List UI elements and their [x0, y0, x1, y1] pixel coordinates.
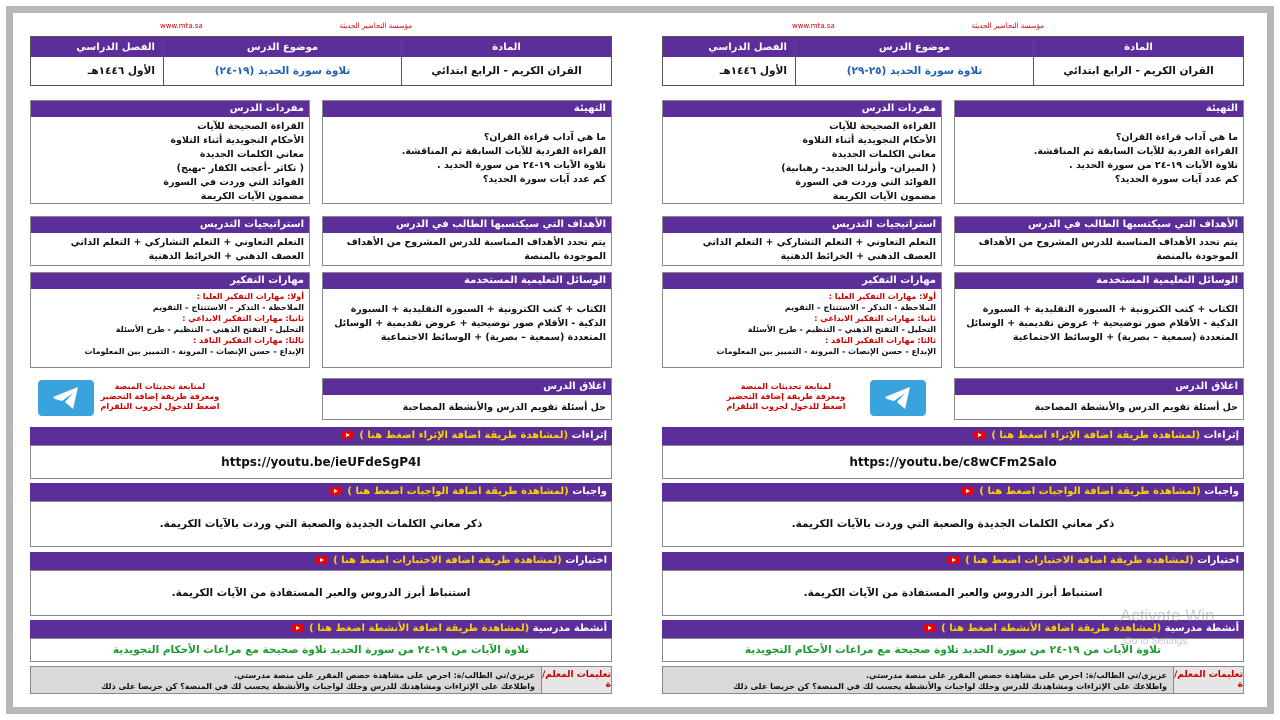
lesson-sheet-2 [662, 22, 1244, 693]
promo-line: ومعرفة طريقة إضافة التحضير [100, 392, 220, 401]
vocab-line: الفوائد التي وردت في السورة [163, 177, 304, 188]
closing-title: اغلاق الدرس [955, 379, 1243, 395]
vocab-line: ( تكاثر -أعجب الكفار -بهيج) [176, 163, 304, 174]
youtube-icon[interactable] [948, 556, 959, 564]
warmup-box [322, 100, 612, 204]
thinking-line: الملاحظة - التذكر – الاستنتاج – التقويم [784, 303, 936, 312]
closing-text: حل أسئلة تقويم الدرس والأنشطة المصاحبة [1034, 402, 1238, 413]
semester-label: الفصل الدراسي [31, 37, 163, 57]
semester-col [663, 37, 795, 85]
vocab-line: معاني الكلمات الجديدة [199, 149, 304, 160]
subject-label: المادة [402, 37, 611, 57]
tools-line: الكتاب + كتب الكترونية + السبورة التقليدية + السبورة [350, 304, 606, 315]
notes-text [31, 667, 541, 693]
youtube-icon[interactable] [924, 624, 935, 632]
tools-box [954, 272, 1244, 368]
closing-text: حل أسئلة تقويم الدرس والأنشطة المصاحبة [402, 402, 606, 413]
telegram-icon [883, 385, 913, 411]
notes-label: تعليمات المعلم/ة [1173, 667, 1243, 693]
site-url[interactable]: www.mta.sa [792, 22, 835, 30]
tools-title: الوسائل التعليمية المستخدمة [323, 273, 611, 289]
activities-band [30, 620, 612, 638]
vocab-line: مضمون الآيات الكريمة [832, 191, 936, 202]
enrich-band [662, 427, 1244, 445]
topic-col [795, 37, 1033, 85]
telegram-promo[interactable] [726, 382, 846, 412]
activities-help-link[interactable]: (لمشاهدة طريقة اضافة الأنشطة اضغط هنا ) [309, 623, 530, 634]
closing-box [954, 378, 1244, 420]
enrich-url[interactable]: https://youtu.be/ieUFdeSgP4I [30, 445, 612, 479]
strategies-body [31, 233, 309, 264]
tests-help-link[interactable]: (لمشاهدة طريقة اضافة الاختبارات اضغط هنا ) [333, 555, 562, 566]
homework-text: ذكر معاني الكلمات الجديدة والصعبة التي وردت بالآيات الكريمة. [662, 501, 1244, 547]
notes-line: واطلاعك على الإثراءات ومشاهدتك للدرس وحلك لواجبات والأنشطة يحسب لك في المنصة؟ كن حريصا على ذلك [733, 682, 1167, 691]
topic-col [163, 37, 401, 85]
activate-windows-subtext: Go to Settings [1124, 636, 1188, 647]
enrich-band [30, 427, 612, 445]
promo-line: اضغط للدخول لجروب التلقرام [100, 402, 220, 411]
tests-help-link[interactable]: (لمشاهدة طريقة اضافة الاختبارات اضغط هنا ) [965, 555, 1194, 566]
thinking-title: مهارات التفكير [663, 273, 941, 289]
vocab-line: الفوائد التي وردت في السورة [795, 177, 936, 188]
goals-title: الأهداف التي سيكتسبها الطالب في الدرس [955, 217, 1243, 233]
strategies-box [662, 216, 942, 266]
warmup-line: تلاوة الآيات ١٩-٢٤ من سورة الحديد . [1069, 160, 1238, 171]
notes-line: واطلاعك على الإثراءات ومشاهدتك للدرس وحلك لواجبات والأنشطة يحسب لك في المنصة؟ كن حريصا على ذلك [101, 682, 535, 691]
site-header [662, 22, 1244, 34]
goals-line: الموجودة بالمنصة [1156, 251, 1238, 262]
youtube-icon[interactable] [292, 624, 303, 632]
activities-help-link[interactable]: (لمشاهدة طريقة اضافة الأنشطة اضغط هنا ) [941, 623, 1162, 634]
homework-band [30, 483, 612, 501]
strategies-box [30, 216, 310, 266]
vocab-box [662, 100, 942, 204]
tools-line: الذكية - الأقلام صور توضيحية + عروض تقديمية + الوسائل [334, 318, 606, 329]
homework-help-link[interactable]: (لمشاهدة طريقة اضافة الواجبات اضغط هنا ) [347, 486, 569, 497]
tools-line: المتعددة (سمعية – بصرية) + الوسائط الاجتماعية [380, 332, 606, 343]
vocab-body [663, 117, 941, 204]
warmup-line: القراءة الفردية للآيات السابقة ثم المناقشة. [1033, 146, 1238, 157]
youtube-icon[interactable] [330, 487, 341, 495]
thinking-line: الإبداع - حسن الإنصات - المرونة - التمييز بين المعلومات [716, 347, 936, 356]
warmup-body [955, 117, 1243, 187]
homework-label: واجبات [1204, 486, 1239, 497]
teacher-notes [30, 666, 612, 694]
warmup-line: ما هي آداب قراءة القران؟ [1115, 132, 1238, 143]
strategies-line: التعلم التعاوني + التعلم التشاركي + التعلم الذاتي [702, 237, 936, 248]
warmup-line: تلاوة الآيات ١٩-٢٤ من سورة الحديد . [437, 160, 606, 171]
warmup-title: التهيئة [323, 101, 611, 117]
goals-title: الأهداف التي سيكتسبها الطالب في الدرس [323, 217, 611, 233]
notes-line: عزيزي/تي الطالب/ة: احرص على مشاهدة حصص المقرر على منصة مدرستي. [234, 671, 535, 680]
activities-label: أنشطة مدرسية [532, 623, 607, 634]
thinking-heading: أولا: مهارات التفكير العليا : [828, 292, 936, 301]
telegram-button[interactable] [870, 380, 926, 416]
thinking-line: التحليل - التفتح الذهني – التنظيم - طرح الأسئلة [747, 325, 936, 334]
tests-band [662, 552, 1244, 570]
tools-line: الكتاب + كتب الكترونية + السبورة التقليدية + السبورة [982, 304, 1238, 315]
homework-band [662, 483, 1244, 501]
homework-text: ذكر معاني الكلمات الجديدة والصعبة التي وردت بالآيات الكريمة. [30, 501, 612, 547]
lesson-header [30, 36, 612, 86]
org-name: مؤسسة التحاضير الحديثة [971, 22, 1044, 30]
lesson-header [662, 36, 1244, 86]
enrich-label: إثراءات [571, 430, 607, 441]
youtube-icon[interactable] [316, 556, 327, 564]
tests-text: استنباط أبرز الدروس والعبر المستفادة من الآيات الكريمة. [662, 570, 1244, 616]
semester-col [31, 37, 163, 85]
goals-line: يتم تحدد الأهداف المناسبة للدرس المشروح من الأهداف [346, 237, 606, 248]
subject-value: القران الكريم - الرابع ابتدائي [1034, 57, 1243, 85]
site-header [30, 22, 612, 34]
notes-line: عزيزي/تي الطالب/ة: احرص على مشاهدة حصص المقرر على منصة مدرستي. [866, 671, 1167, 680]
telegram-icon [51, 385, 81, 411]
vocab-body [31, 117, 309, 204]
thinking-heading: ثانيا: مهارات التفكير الابداعي : [814, 314, 936, 323]
thinking-heading: ثالثا: مهارات التفكير الناقد : [193, 336, 304, 345]
topic-label: موضوع الدرس [796, 37, 1033, 57]
topic-label: موضوع الدرس [164, 37, 401, 57]
topic-value: تلاوة سورة الحديد (١٩-٢٤) [164, 57, 401, 85]
tools-body [323, 289, 611, 345]
enrich-help-link[interactable]: (لمشاهدة طريقة اضافة الإثراء اضغط هنا ) [359, 430, 569, 441]
vocab-line: القراءة الصحيحة للآيات [829, 121, 936, 132]
closing-title: اغلاق الدرس [323, 379, 611, 395]
semester-value: الأول ١٤٤٦هـ [31, 57, 163, 85]
semester-value: الأول ١٤٤٦هـ [663, 57, 795, 85]
notes-text [663, 667, 1173, 693]
warmup-line: ما هي آداب قراءة القران؟ [483, 132, 606, 143]
youtube-icon[interactable] [974, 431, 985, 439]
lesson-sheet-1 [30, 22, 612, 693]
goals-box [322, 216, 612, 266]
strategies-title: استراتيجيات التدريس [31, 217, 309, 233]
activity-text: تلاوة الآيات من ١٩-٢٤ من سورة الحديد تلاوة صحيحة مع مراعات الأحكام التجويدية [30, 638, 612, 662]
strategies-line: العصف الذهني + الخرائط الذهنية [148, 251, 304, 262]
subject-value: القران الكريم - الرابع ابتدائي [402, 57, 611, 85]
thinking-box [30, 272, 310, 368]
vocab-title: مفردات الدرس [31, 101, 309, 117]
thinking-line: الملاحظة - التذكر – الاستنتاج – التقويم [152, 303, 304, 312]
enrich-label: إثراءات [1203, 430, 1239, 441]
strategies-line: التعلم التعاوني + التعلم التشاركي + التعلم الذاتي [70, 237, 304, 248]
tools-title: الوسائل التعليمية المستخدمة [955, 273, 1243, 289]
site-url[interactable]: www.mta.sa [160, 22, 203, 30]
thinking-line: الإبداع - حسن الإنصات - المرونة - التمييز بين المعلومات [84, 347, 304, 356]
thinking-body [31, 289, 309, 357]
vocab-title: مفردات الدرس [663, 101, 941, 117]
warmup-box [954, 100, 1244, 204]
enrich-url[interactable]: https://youtu.be/c8wCFm2Salo [662, 445, 1244, 479]
strategies-body [663, 233, 941, 264]
thinking-heading: أولا: مهارات التفكير العليا : [196, 292, 304, 301]
strategies-title: استراتيجيات التدريس [663, 217, 941, 233]
enrich-help-link[interactable]: (لمشاهدة طريقة اضافة الإثراء اضغط هنا ) [991, 430, 1201, 441]
thinking-title: مهارات التفكير [31, 273, 309, 289]
tools-line: الذكية - الأقلام صور توضيحية + عروض تقديمية + الوسائل [966, 318, 1238, 329]
thinking-heading: ثانيا: مهارات التفكير الابداعي : [182, 314, 304, 323]
goals-line: الموجودة بالمنصة [524, 251, 606, 262]
tests-label: اختبارات [1197, 555, 1239, 566]
goals-body [323, 233, 611, 264]
thinking-line: التحليل - التفتح الذهني – التنظيم - طرح الأسئلة [115, 325, 304, 334]
thinking-body [663, 289, 941, 357]
thinking-box [662, 272, 942, 368]
promo-line: ومعرفة طريقة إضافة التحضير [726, 392, 846, 401]
vocab-line: ( الميزان- وأنزلنا الحديد- رهبانية) [781, 163, 936, 174]
goals-line: يتم تحدد الأهداف المناسبة للدرس المشروح من الأهداف [978, 237, 1238, 248]
topic-value: تلاوة سورة الحديد (٢٥-٢٩) [796, 57, 1033, 85]
homework-label: واجبات [572, 486, 607, 497]
tools-box [322, 272, 612, 368]
tools-line: المتعددة (سمعية – بصرية) + الوسائط الاجتماعية [1012, 332, 1238, 343]
subject-label: المادة [1034, 37, 1243, 57]
subject-col [1033, 37, 1243, 85]
homework-help-link[interactable]: (لمشاهدة طريقة اضافة الواجبات اضغط هنا ) [979, 486, 1201, 497]
activate-windows-watermark: Activate Win [1120, 606, 1215, 625]
semester-label: الفصل الدراسي [663, 37, 795, 57]
goals-body [955, 233, 1243, 264]
activities-label: أنشطة مدرسية [1164, 623, 1239, 634]
warmup-line: كم عدد آيات سورة الحديد؟ [1114, 174, 1238, 185]
promo-line: لمتابعة تحديثات المنصة [740, 382, 832, 391]
warmup-line: كم عدد آيات سورة الحديد؟ [482, 174, 606, 185]
vocab-line: الأحكام التجويدية أثناء التلاوة [170, 135, 304, 146]
strategies-line: العصف الذهني + الخرائط الذهنية [780, 251, 936, 262]
closing-box [322, 378, 612, 420]
tools-body [955, 289, 1243, 345]
warmup-title: التهيئة [955, 101, 1243, 117]
tests-label: اختبارات [565, 555, 607, 566]
promo-line: اضغط للدخول لجروب التلقرام [726, 402, 846, 411]
activity-text: تلاوة الآيات من ١٩-٢٤ من سورة الحديد تلاوة صحيحة مع مراعات الأحكام التجويدية [662, 638, 1244, 662]
tests-text: استنباط أبرز الدروس والعبر المستفادة من الآيات الكريمة. [30, 570, 612, 616]
notes-label: تعليمات المعلم/ة [541, 667, 611, 693]
warmup-line: القراءة الفردية للآيات السابقة ثم المناقشة. [401, 146, 606, 157]
tests-band [30, 552, 612, 570]
vocab-line: مضمون الآيات الكريمة [200, 191, 304, 202]
vocab-box [30, 100, 310, 204]
subject-col [401, 37, 611, 85]
promo-line: لمتابعة تحديثات المنصة [114, 382, 206, 391]
telegram-promo[interactable] [100, 382, 220, 412]
vocab-line: الأحكام التجويدية أثناء التلاوة [802, 135, 936, 146]
telegram-button[interactable] [38, 380, 94, 416]
vocab-line: القراءة الصحيحة للآيات [197, 121, 304, 132]
youtube-icon[interactable] [342, 431, 353, 439]
org-name: مؤسسة التحاضير الحديثة [339, 22, 412, 30]
goals-box [954, 216, 1244, 266]
youtube-icon[interactable] [962, 487, 973, 495]
warmup-body [323, 117, 611, 187]
teacher-notes [662, 666, 1244, 694]
thinking-heading: ثالثا: مهارات التفكير الناقد : [825, 336, 936, 345]
vocab-line: معاني الكلمات الجديدة [831, 149, 936, 160]
